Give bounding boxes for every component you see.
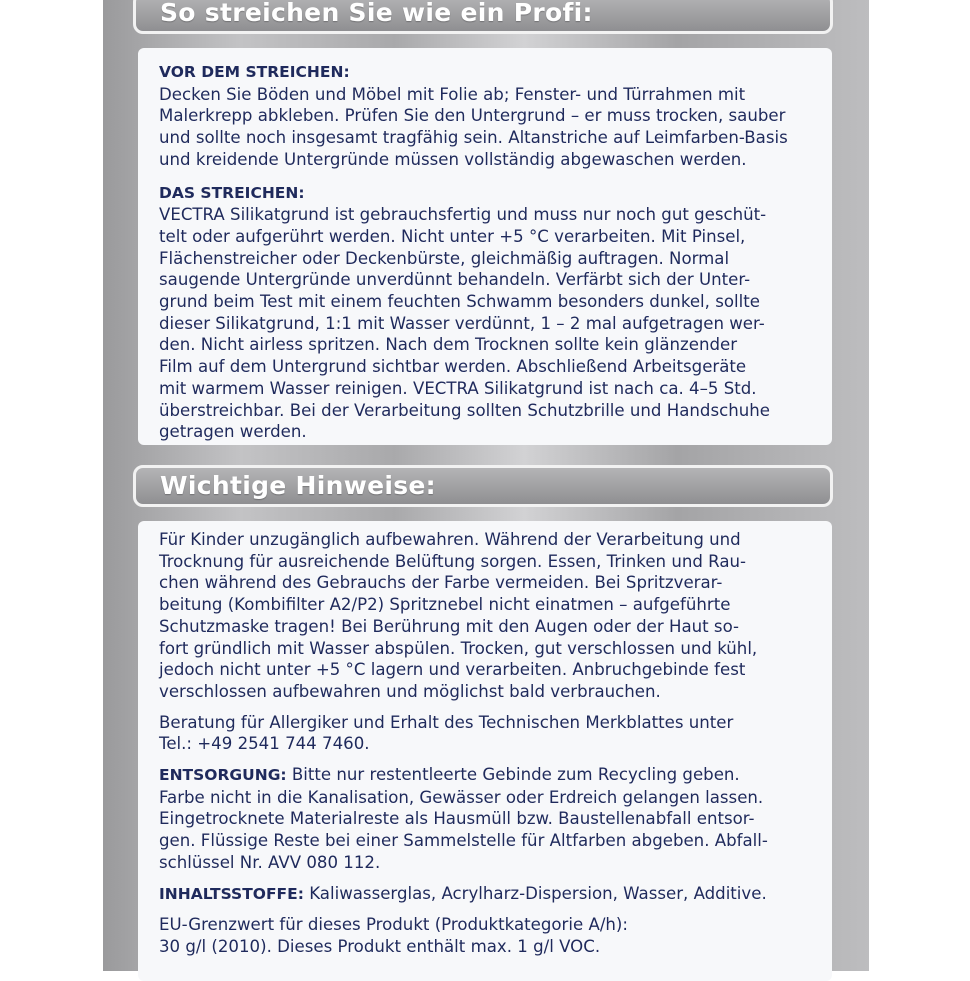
text-line: jedoch nicht unter +5 °C lagern und verarbeiten. Anbruchgebinde fest bbox=[159, 660, 746, 680]
disposal-heading: ENTSORGUNG: bbox=[159, 766, 287, 785]
section-header-application bbox=[133, 0, 833, 34]
text-line: dieser Silikatgrund, 1:1 mit Wasser verdünnt, 1 – 2 mal aufgetragen wer- bbox=[159, 313, 765, 333]
text-line: Schutzmaske tragen! Bei Berührung mit den Augen oder der Haut so- bbox=[159, 616, 740, 636]
allergy-advice-text bbox=[159, 712, 812, 755]
painting-heading: DAS STREICHEN: bbox=[159, 183, 305, 202]
painting-text bbox=[159, 204, 812, 443]
text-line: chen während des Gebrauchs der Farbe vermeiden. Bei Spritzverar- bbox=[159, 573, 723, 593]
text-line: Decken Sie Böden und Möbel mit Folie ab; Fenster- und Türrahmen mit bbox=[159, 84, 746, 104]
text-line: Trocknung für ausreichende Belüftung sorgen. Essen, Trinken und Rau- bbox=[159, 551, 746, 571]
text-line: VECTRA Silikatgrund ist gebrauchsfertig und muss nur noch gut geschüt- bbox=[159, 205, 767, 225]
ingredients-list: Kaliwasserglas, Acrylharz-Dispersion, Wasser, Additive. bbox=[303, 883, 767, 903]
ingredients-text bbox=[159, 883, 812, 906]
text-line: mit warmem Wasser reinigen. VECTRA Silikatgrund ist nach ca. 4–5 Std. bbox=[159, 378, 757, 398]
text-line: fort gründlich mit Wasser abspülen. Trocken, gut verschlossen und kühl, bbox=[159, 638, 758, 658]
text-line: Für Kinder unzugänglich aufbewahren. Während der Verarbeitung und bbox=[159, 530, 741, 549]
text-line bbox=[159, 883, 812, 906]
before-painting-heading: VOR DEM STREICHEN: bbox=[159, 63, 350, 81]
text-line: Malerkrepp abkleben. Prüfen Sie den Untergrund – er muss trocken, sauber bbox=[159, 106, 786, 126]
disposal-first-line: Bitte nur restentleerte Gebinde zum Recycling geben. bbox=[286, 765, 740, 785]
text-line: EU-Grenzwert für dieses Produkt (Produktkategorie A/h): bbox=[159, 915, 628, 935]
text-line: Beratung für Allergiker und Erhalt des Technischen Merkblattes unter bbox=[159, 712, 734, 732]
important-notes-card bbox=[138, 521, 832, 981]
section-title: Wichtige Hinweise: bbox=[160, 471, 436, 500]
text-line: saugende Untergründe unverdünnt behandeln. Verfärbt sich der Unter- bbox=[159, 270, 751, 290]
text-line: überstreichbar. Bei der Verarbeitung sollten Schutzbrille und Handschuhe bbox=[159, 400, 770, 420]
text-line: und sollte noch insgesamt tragfähig sein. Altanstriche auf Leimfarben-Basis bbox=[159, 128, 788, 148]
safety-text bbox=[159, 529, 812, 703]
text-line: 30 g/l (2010). Dieses Produkt enthält max. 1 g/l VOC. bbox=[159, 936, 601, 956]
text-line: Tel.: +49 2541 744 7460. bbox=[159, 734, 370, 754]
application-instructions-card bbox=[138, 48, 832, 445]
text-line bbox=[159, 764, 812, 787]
text-line: gen. Flüssige Reste bei einer Sammelstelle für Altfarben abgeben. Abfall- bbox=[159, 831, 768, 851]
text-line: Film auf dem Untergrund sichtbar werden. Abschließend Arbeitsgeräte bbox=[159, 357, 747, 377]
text-line: Eingetrocknete Materialreste als Hausmüll bzw. Baustellenabfall entsor- bbox=[159, 809, 755, 829]
section-header-notes bbox=[133, 465, 833, 507]
text-line: und kreidende Untergründe müssen vollständig abgewaschen werden. bbox=[159, 149, 747, 169]
section-title: So streichen Sie wie ein Profi: bbox=[160, 0, 593, 27]
disposal-text bbox=[159, 764, 812, 874]
before-painting-text bbox=[159, 84, 812, 171]
text-line: beitung (Kombifilter A2/P2) Spritznebel nicht einatmen – aufgeführte bbox=[159, 595, 731, 615]
ingredients-heading: INHALTSSTOFFE: bbox=[159, 884, 304, 903]
text-line: grund beim Test mit einem feuchten Schwamm besonders dunkel, sollte bbox=[159, 292, 760, 312]
text-line: telt oder aufgerührt werden. Nicht unter +5 °C verarbeiten. Mit Pinsel, bbox=[159, 226, 746, 246]
text-line: schlüssel Nr. AVV 080 112. bbox=[159, 852, 381, 872]
text-line: getragen werden. bbox=[159, 422, 307, 442]
text-line: den. Nicht airless spritzen. Nach dem Trocknen sollte kein glänzender bbox=[159, 335, 738, 355]
text-line: Flächenstreicher oder Deckenbürste, gleichmäßig auftragen. Normal bbox=[159, 248, 730, 268]
text-line: Farbe nicht in die Kanalisation, Gewässer oder Erdreich gelangen lassen. bbox=[159, 787, 764, 807]
eu-limit-text bbox=[159, 914, 812, 957]
text-line: verschlossen aufbewahren und möglichst bald verbrauchen. bbox=[159, 681, 661, 701]
